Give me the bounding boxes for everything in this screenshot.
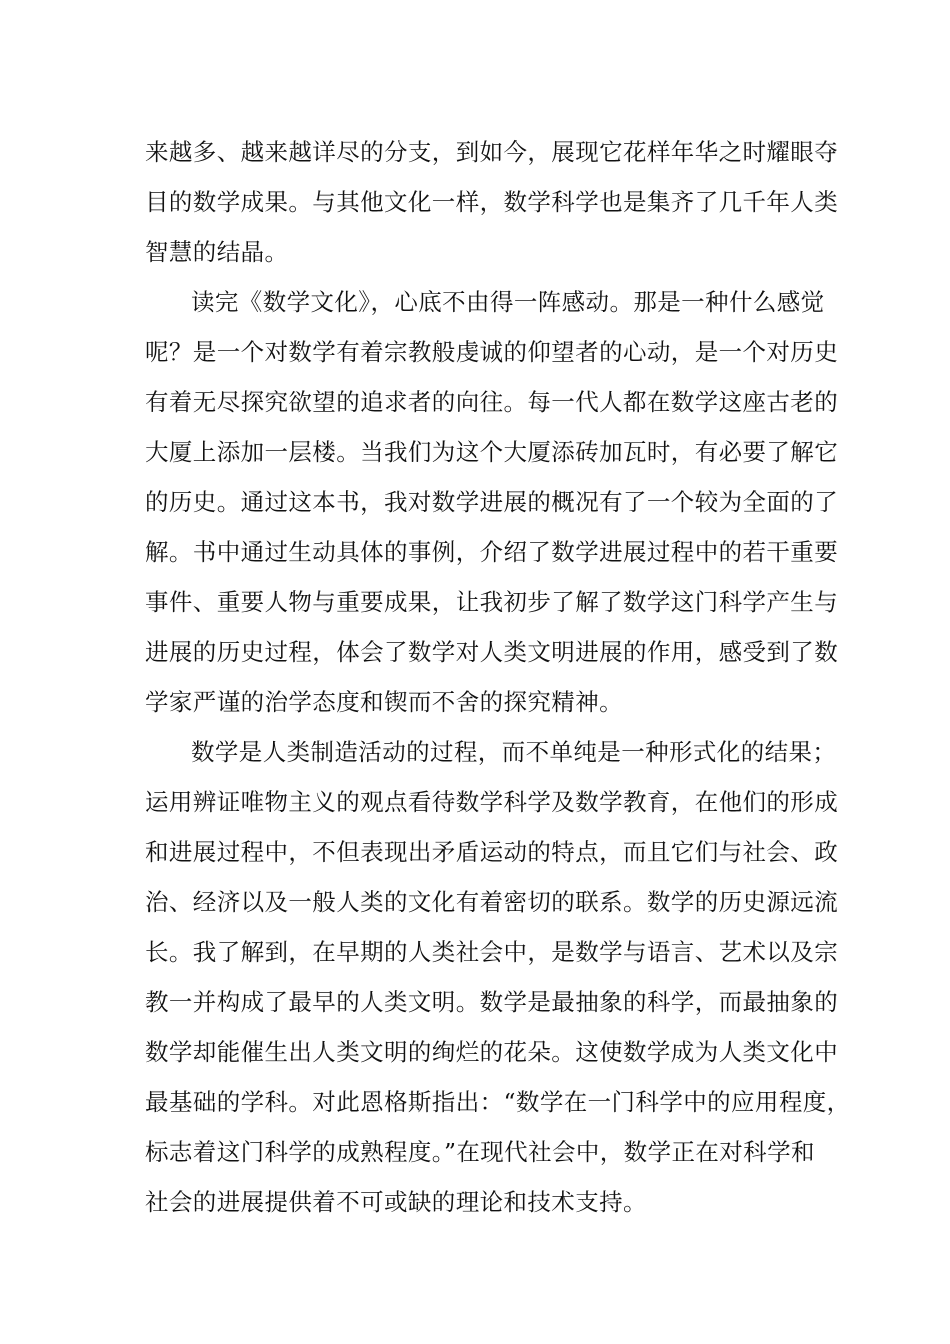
text-line: 和进展过程中，不但表现出矛盾运动的特点，而且它们与社会、政 (145, 838, 839, 866)
text-line: 数学却能催生出人类文明的绚烂的花朵。这使数学成为人类文化中 (145, 1038, 839, 1066)
text-line: 大厦上添加一层楼。当我们为这个大厦添砖加瓦时，有必要了解它 (145, 438, 839, 466)
paragraph-first-line: 读完《数学文化》，心底不由得一阵感动。那是一种什么感觉 (191, 288, 825, 316)
text-line: 呢？是一个对数学有着宗教般虔诚的仰望者的心动，是一个对历史 (145, 338, 839, 366)
text-line: 运用辨证唯物主义的观点看待数学科学及数学教育，在他们的形成 (145, 788, 839, 816)
text-line: 事件、重要人物与重要成果，让我初步了解了数学这门科学产生与 (145, 588, 839, 616)
text-line: 解。书中通过生动具体的事例，介绍了数学进展过程中的若干重要 (145, 538, 839, 566)
text-line: 教一并构成了最早的人类文明。数学是最抽象的科学，而最抽象的 (145, 988, 839, 1016)
text-line: 目的数学成果。与其他文化一样，数学科学也是集齐了几千年人类 (145, 188, 839, 216)
paragraph-first-line: 数学是人类制造活动的过程，而不单纯是一种形式化的结果； (191, 738, 837, 766)
text-line: 智慧的结晶。 (145, 238, 289, 266)
text-line: 长。我了解到，在早期的人类社会中，是数学与语言、艺术以及宗 (145, 938, 839, 966)
text-line: 来越多、越来越详尽的分支，到如今，展现它花样年华之时耀眼夺 (145, 138, 839, 166)
text-line: 社会的进展提供着不可或缺的理论和技术支持。 (145, 1188, 647, 1216)
text-line: 的历史。通过这本书，我对数学进展的概况有了一个较为全面的了 (145, 488, 839, 516)
text-line: 标志着这门科学的成熟程度。”在现代社会中，数学正在对科学和 (145, 1138, 815, 1166)
text-line: 学家严谨的治学态度和锲而不舍的探究精神。 (145, 688, 623, 716)
text-line: 进展的历史过程，体会了数学对人类文明进展的作用，感受到了数 (145, 638, 839, 666)
text-line: 治、经济以及一般人类的文化有着密切的联系。数学的历史源远流 (145, 888, 839, 916)
text-line: 有着无尽探究欲望的追求者的向往。每一代人都在数学这座古老的 (145, 388, 839, 416)
text-line: 最基础的学科。对此恩格斯指出：“数学在一门科学中的应用程度， (145, 1088, 851, 1116)
